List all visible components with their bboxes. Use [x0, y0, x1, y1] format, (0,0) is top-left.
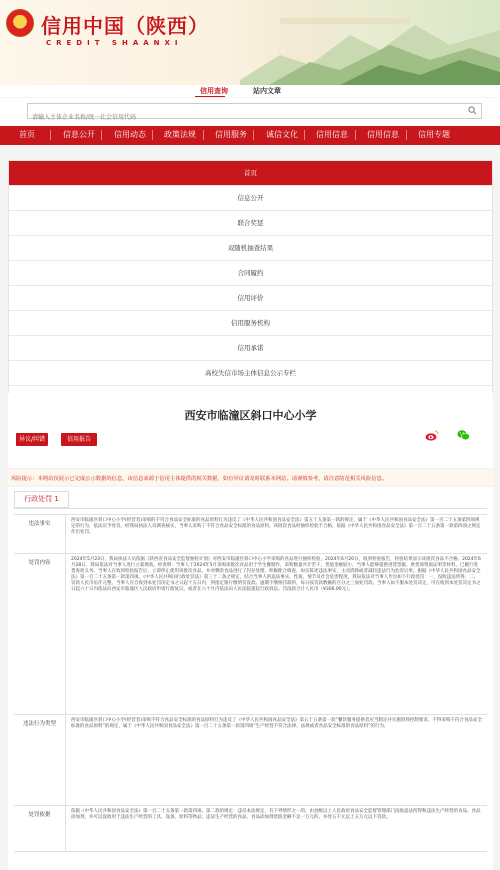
site-subtitle: CREDIT SHAANXI	[46, 39, 183, 47]
menu-item-contract[interactable]: 合同履约	[9, 261, 492, 286]
site-title[interactable]: 信用中国（陕西）	[41, 14, 209, 38]
search-input[interactable]	[28, 111, 448, 125]
credit-report-button[interactable]: 信用报告	[61, 433, 97, 446]
entity-card	[8, 393, 493, 468]
nav-divider	[203, 130, 204, 140]
search-icon[interactable]	[468, 106, 477, 115]
active-tab-underline	[195, 96, 225, 97]
nav-item-credit-info[interactable]: 信用信息	[316, 130, 348, 139]
menu-item-joint-reward-punish[interactable]: 联合奖惩	[9, 211, 492, 236]
menu-item-info-public[interactable]: 信息公开	[9, 186, 492, 211]
site-banner	[0, 0, 500, 85]
search-box	[27, 103, 482, 119]
row-value: 2024年5月23日，我局执法人员依据《陕西省食品安全监督抽检计划》对西安市临潼区斜口中心小学采购的食品进行抽样检验，2024年6月20日，收到检验报告，检验结果显示该批次食品不合格。2024年6月28日，我局依法对当事人进行立案调查。经查明：当事人于2024年5月采购该批次食品用于学生餐制作，采购数量共计若干，货值金额较小，当事人能够提供进货票据、供货商资质证明等材料，已履行进货查验义务。当事人在收到检验报告后，立即停止使用该批次食品，并对剩余食品进行了封存处理，积极配合调查，如实陈述违法事实，主动消除或者减轻违法行为危害后果。根据《中华人民共和国食品安全法》第一百二十五条第一款第四项、《中华人民共和国行政处罚法》第三十二条之规定，结合当事人的违法事实、性质、情节及社会危害程度，我局依法对当事人作出如下行政处罚：一、没收违法所得；二、罚款人民币伍仟元整。当事人应自收到本处罚决定书之日起十五日内，到指定银行缴纳罚没款。逾期不缴纳罚款的，每日按罚款数额的百分之三加处罚款。当事人如不服本处罚决定，可在收到本处罚决定书之日起六十日内依法向西安市临潼区人民政府申请行政复议，或者在六个月内依法向人民法院提起行政诉讼。罚没款合计人民币（¥306.00元）。	[71, 557, 481, 593]
mountain-illustration	[240, 10, 500, 85]
penalty-table	[14, 514, 487, 852]
row-value: 西安市临潼区斜口中心小学(经营者)采购不符合食品安全标准的食品原料行为违反了《中华人民共和国食品安全法》第五十五条第一款“餐饮服务提供者应当制定并实施原料控制要求，不得采购不符合食品安全标准的食品原料”的规定，属于《中华人民共和国食品安全法》第一百二十五条第一款第四项“生产经营不符合法律、法规或者食品安全标准的食品原料”的行为。	[71, 718, 482, 730]
menu-item-home[interactable]: 首页	[9, 161, 492, 186]
menu-item-random-inspection[interactable]: 双随机抽查结果	[9, 236, 492, 261]
table-row	[14, 715, 487, 806]
weibo-share-icon[interactable]	[425, 430, 439, 441]
nav-item-info-public[interactable]: 信息公开	[63, 130, 95, 139]
nav-divider	[50, 130, 51, 140]
nav-divider	[253, 130, 254, 140]
nav-divider	[355, 130, 356, 140]
tab-site-articles[interactable]: 站内文章	[253, 87, 281, 95]
records-panel	[8, 487, 493, 870]
nav-item-credit-news[interactable]: 信用动态	[114, 130, 146, 139]
risk-notice-text: 风险提示：本网站仅展示已完成公示数据的信息，该信息来源于信用主体提供的相关数据，如有异议请及时联系本网站。请谨慎参考，请注意防范相关风险信息。	[11, 476, 388, 482]
wechat-share-icon[interactable]	[457, 429, 470, 441]
row-label: 违法事实	[14, 515, 66, 553]
nav-item-credit-info-2[interactable]: 信用信息	[367, 130, 399, 139]
main-nav	[0, 126, 500, 145]
category-menu	[8, 160, 493, 412]
menu-item-credit-evaluation[interactable]: 信用评价	[9, 286, 492, 311]
table-row	[14, 515, 487, 554]
nav-item-credit-service[interactable]: 信用服务	[215, 130, 247, 139]
row-value: 西安市临潼区斜口中心小学(经营者)采购的不符合食品安全标准的食品原料行为违反了《中华人民共和国食品安全法》第五十五条第一款的规定，属于《中华人民共和国食品安全法》第一百二十五条第四项规定的行为，依法应予处罚。经我局执法人员调查核实，当事人采购了不符合食品安全标准的食品原料，该批次食品经抽样检验不合格，依据《中华人民共和国食品安全法》第一百二十五条第一款第四项之规定作出处罚。	[71, 518, 481, 536]
nav-item-policy[interactable]: 政策法规	[164, 130, 196, 139]
tab-divider	[14, 508, 487, 509]
row-label: 处罚依据	[14, 806, 66, 851]
menu-item-university-list[interactable]: 高校失信市场主体信息公示专栏	[9, 361, 492, 386]
search-type-tabs	[0, 85, 500, 97]
nav-item-home[interactable]: 首页	[19, 130, 35, 139]
entity-name: 西安市临潼区斜口中心小学	[184, 409, 317, 422]
table-row	[14, 554, 487, 715]
nav-divider	[304, 130, 305, 140]
nav-divider	[406, 130, 407, 140]
national-emblem-icon	[6, 9, 34, 37]
nav-divider	[101, 130, 102, 140]
nav-item-culture[interactable]: 诚信文化	[266, 130, 298, 139]
nav-item-credit-topic[interactable]: 信用专题	[418, 130, 450, 139]
objection-button[interactable]: 异议/纠错	[16, 433, 48, 446]
tab-credit-query[interactable]: 信用查询	[200, 87, 228, 95]
table-row	[14, 806, 487, 852]
tab-administrative-penalty[interactable]: 行政处罚 1	[14, 491, 69, 508]
row-value: 依据《中华人民共和国食品安全法》第一百二十五条第一款第四项、第二款的规定：违反本法规定，有下列情形之一的，由县级以上人民政府食品安全监督管理部门没收违法所得和违法生产经营的食品、食品添加剂，并可以没收用于违法生产经营的工具、设备、原料等物品；违法生产经营的食品、食品添加剂货值金额不足一万元的，并处五千元以上五万元以下罚款。	[71, 809, 481, 821]
menu-item-credit-commitment[interactable]: 信用承诺	[9, 336, 492, 361]
search-row	[0, 98, 500, 126]
menu-item-service-agency[interactable]: 信用服务机构	[9, 311, 492, 336]
risk-notice	[8, 470, 493, 485]
row-label: 处罚内容	[14, 554, 66, 714]
row-label: 违法行为类型	[14, 715, 66, 805]
nav-divider	[152, 130, 153, 140]
